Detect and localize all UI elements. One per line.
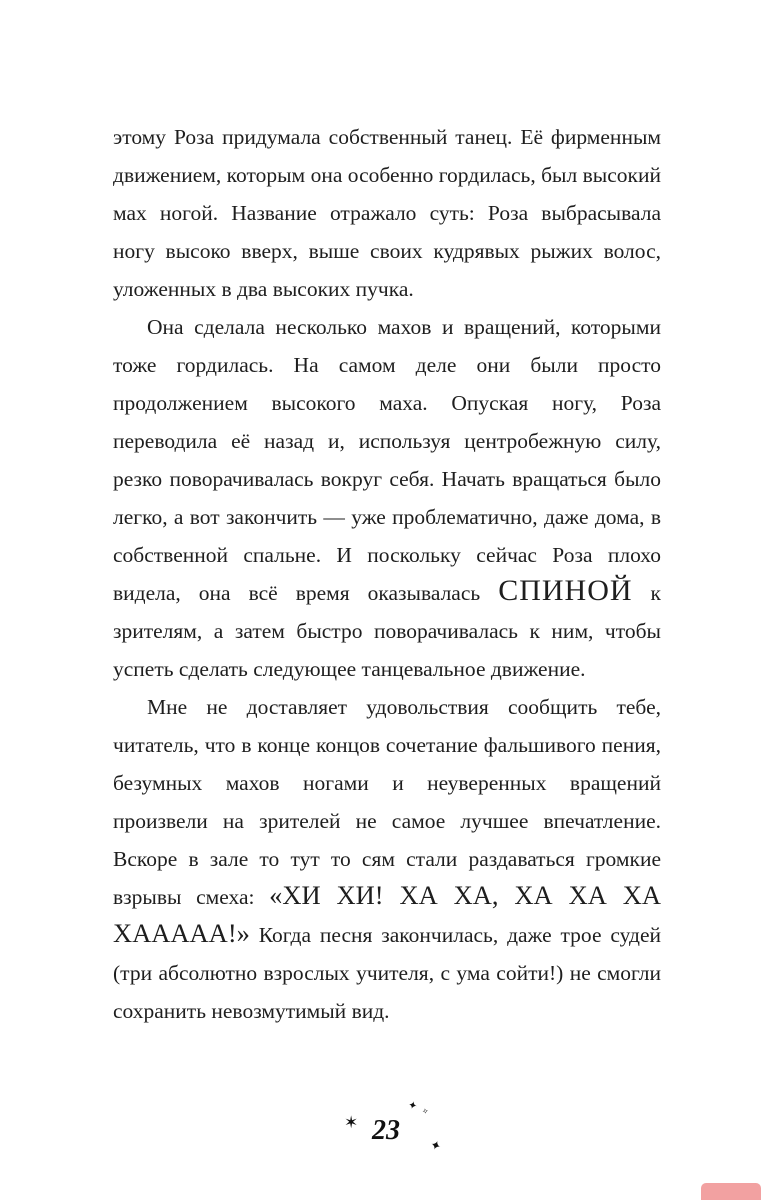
paragraph-text: Она сделала несколько махов и вращений, которыми тоже гордилась. На самом деле они были просто продолжением высокого маха. Опуская ногу, Роза переводила её назад и, используя центробежную силу, резко поворачивалась вокруг себя. Начать вращаться было легко, а вот закончить — уже проблематично, даже дома, в собственной спальне. И поскольку сейчас Роза плохо видела, она всё время оказывалась [113,315,661,605]
page-text [113,118,661,1030]
paragraph-text: Мне не доставляет удовольствия сообщить тебе, читатель, что в конце концов сочетание фальшивого пения, безумных махов ногами и неуверенных вращений произвели на зрителей не самое лучшее впечатление. Вскоре в зале то тут то сям стали раздаваться громкие взрывы смеха: [113,695,661,909]
paragraph [113,688,661,1030]
paragraph [113,118,661,308]
paragraph-text: к зрителям, а затем быстро поворачивалась к ним, чтобы успеть сделать следующее танцевальное движение. [113,581,661,681]
page-number: 23 [372,1115,400,1146]
paragraph-text: этому Роза придумала собственный танец. Её фирменным движением, которым она особенно гордилась, был высокий мах ногой. Название отражало суть: Роза выбрасывала ногу высоко вверх, выше своих кудрявых рыжих волос, уложенных в два высоких пучка. [113,125,661,301]
sparkle-icon: ✶ [344,1113,359,1133]
sparkle-icon: ✧ [421,1106,430,1117]
paragraph-text: Когда песня закончилась, даже трое судей (три абсолютно взрослых учителя, с ума сойти!) не смогли сохранить невозмутимый вид. [113,923,661,1023]
sparkle-icon: ✦ [427,1137,444,1156]
paragraph [113,308,661,688]
emphasis-quote: «ХИ ХИ! ХА ХА, ХА ХА ХА ХААААА!» [113,880,662,948]
corner-accent [701,1183,761,1200]
page-footer [330,1095,470,1175]
emphasis-word: СПИНОЙ [498,574,633,607]
sparkle-icon: ✦ [406,1098,419,1113]
